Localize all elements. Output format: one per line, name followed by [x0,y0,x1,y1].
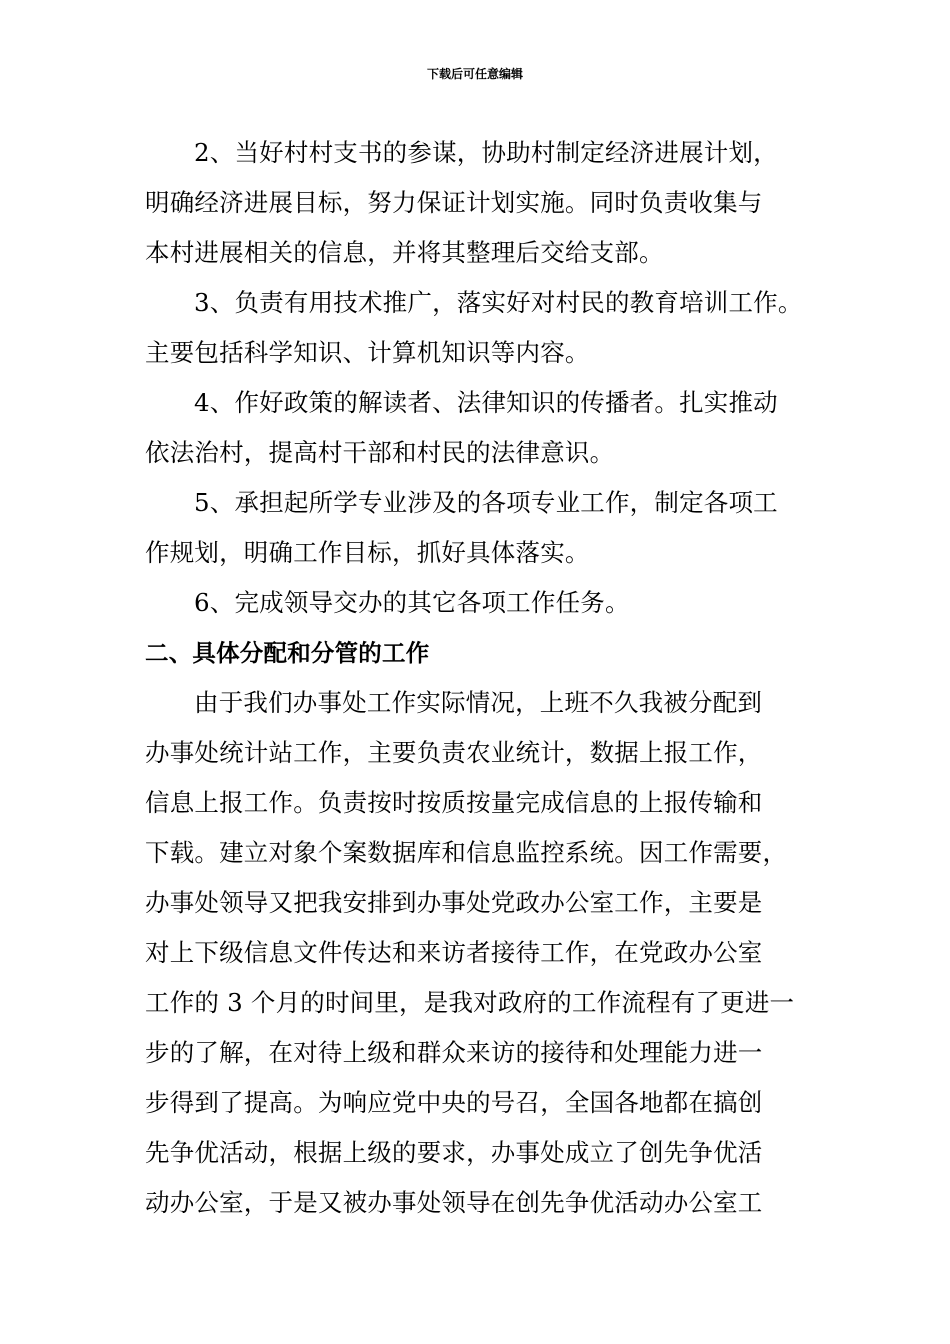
text-line: 由于我们办事处工作实际情况，上班不久我被分配到 [194,688,763,717]
text-line: 对上下级信息文件传达和来访者接待工作，在党政办公室 [145,938,763,967]
text-line: 信息上报工作。负责按时按质按量完成信息的上报传输和 [145,788,763,817]
text-line: 下载。建立对象个案数据库和信息监控系统。因工作需要， [145,838,788,867]
text-line: 步的了解，在对待上级和群众来访的接待和处理能力进一 [145,1038,763,1067]
text-line: 动办公室，于是又被办事处领导在创先争优活动办公室工 [145,1188,763,1217]
text-line: 6、完成领导交办的其它各项工作任务。 [194,588,630,617]
text-line: 依法治村，提高村干部和村民的法律意识。 [145,438,615,467]
document-body [145,128,810,1228]
text-line: 先争优活动，根据上级的要求，办事处成立了创先争优活 [145,1138,763,1167]
text-line: 本村进展相关的信息，并将其整理后交给支部。 [145,238,664,267]
text-line: 办事处领导又把我安排到办事处党政办公室工作，主要是 [145,888,763,917]
text-line: 主要包括科学知识、计算机知识等内容。 [145,338,590,367]
text-line: 作规划，明确工作目标，抓好具体落实。 [145,538,590,567]
text-line: 3、负责有用技术推广，落实好对村民的教育培训工作。 [194,288,803,317]
text-line: 明确经济进展目标，努力保证计划实施。同时负责收集与 [145,188,763,217]
text-line: 5、承担起所学专业涉及的各项专业工作，制定各项工 [194,488,778,517]
section-heading: 二、具体分配和分管的工作 [145,639,430,667]
text-line: 2、当好村村支书的参谋，协助村制定经济进展计划， [194,138,778,167]
page-header: 下载后可任意编辑 [426,67,523,81]
text-line: 步得到了提高。为响应党中央的号召，全国各地都在搞创 [145,1088,763,1117]
text-line: 4、作好政策的解读者、法律知识的传播者。扎实推动 [194,388,778,417]
text-line: 工作的 3 个月的时间里，是我对政府的工作流程有了更进一 [145,988,795,1017]
text-line: 办事处统计站工作，主要负责农业统计，数据上报工作， [145,738,763,767]
